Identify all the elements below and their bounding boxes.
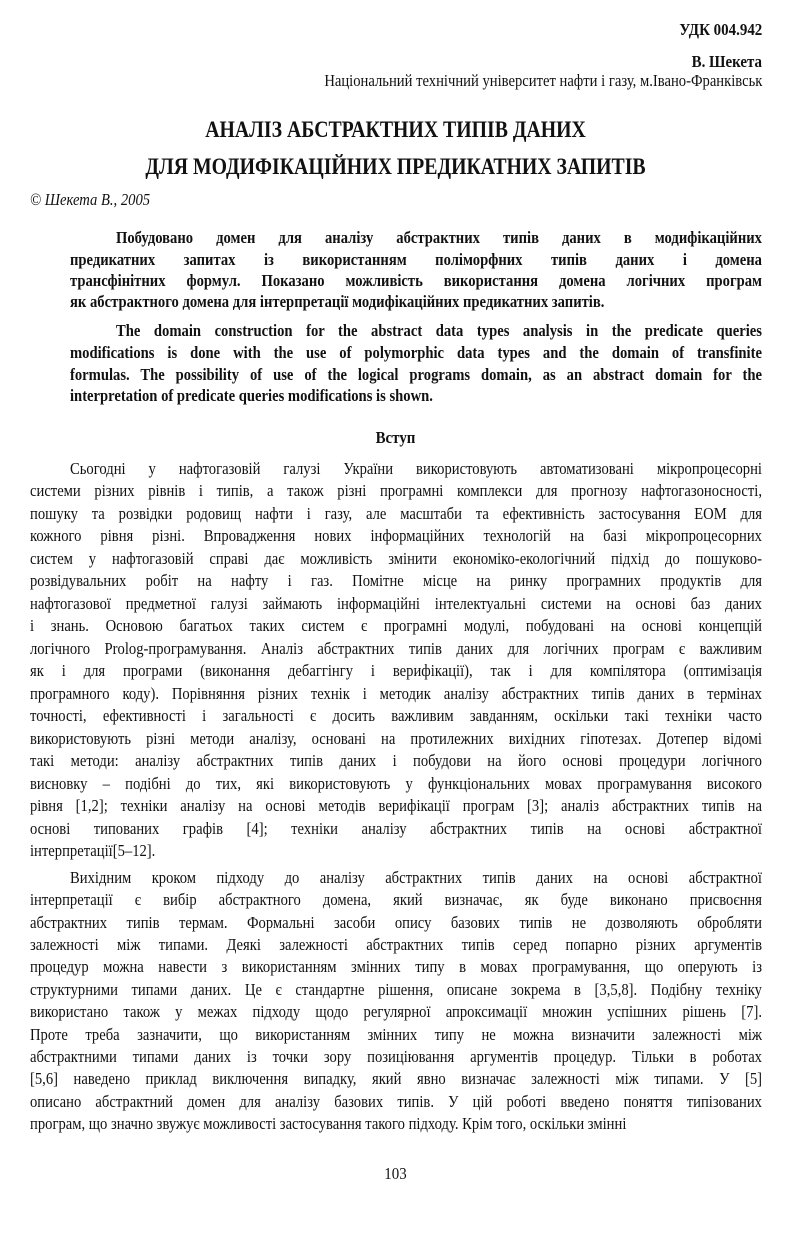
text-line: інтерпретації[5–12].	[30, 841, 156, 861]
text-line: логічного Prolog-програмування. Аналіз абстрактних типів даних для логічних програм є важливим	[30, 638, 762, 658]
text-line: основі типованих графів [4]; техніки аналізу абстрактних типів на основі абстрактної	[30, 818, 762, 838]
section-title: Вступ	[375, 428, 416, 447]
text-line: [5,6] наведено приклад виключення випадку, який явно визначає залежності між типами. У [5]	[30, 1069, 762, 1089]
text-line: програм, що значно звужує можливості застосування такого підходу. Крім того, оскільки змінні	[30, 1114, 627, 1134]
text-line: процедур можна навести з використанням змінних типу в мовах програмування, що оперують із	[30, 957, 762, 977]
text-line: системи різних рівнів і типів, а також різні програмні комплекси для прогнозу нафтогазоносності,	[30, 481, 762, 501]
text-line: пошуку та розвідки родовищ нафти і газу, але масштаби та ефективність застосування ЕОМ для	[30, 503, 762, 523]
author-name: В. Шекета	[691, 52, 762, 71]
text-line: використано також у межах підходу щодо регулярної апроксимації множин успішних рішень [7].	[30, 1002, 762, 1022]
text-line: програмного коду). Порівняння різних технік і методик аналізу абстрактних типів даних в термінах	[30, 683, 762, 703]
text-line: рівня [1,2]; техніки аналізу на основі методів верифікації програм [3]; аналіз абстрактних типів на	[30, 796, 762, 816]
text-line: як абстрактного домена для інтерпретації модифікаційних предикатних запитів.	[70, 292, 605, 312]
text-line: трансфінітних формул. Показано можливість використання домена логічних програм	[70, 270, 762, 290]
text-line: абстрактними типами даних із точки зору позиціювання аргументів процедур. Тільки в роботах	[30, 1047, 762, 1066]
text-line: Проте треба зазначити, що використанням змінних типу не можна визначити залежності між	[30, 1024, 762, 1044]
text-line: і знань. Основою багатьох таких систем є програмні модулі, побудовані на основі концепцій	[30, 616, 762, 636]
text-line: використовують різні методи аналізу, основані на протилежних вихідних гіпотезах. Дотепер відомі	[30, 728, 762, 748]
text-line: кожного рівня різні. Впровадження нових інформаційних технологій на базі мікропроцесорних	[30, 526, 762, 546]
author-affiliation: Національний технічний університет нафти і газу, м.Івано-Франківськ	[323, 71, 762, 90]
page-number: 103	[384, 1164, 407, 1183]
text-line: Вихідним кроком підходу до аналізу абстрактних типів даних на основі абстрактної	[70, 867, 762, 887]
title-line-2: ДЛЯ МОДИФІКАЦІЙНИХ ПРЕДИКАТНИХ ЗАПИТІВ	[145, 154, 646, 179]
text-line: інтерпретації є вибір абстрактного домена, який визначає, як буде виконано присвоєння	[30, 890, 762, 910]
copyright: © Шекета В., 2005	[30, 190, 151, 209]
text-line: розвідувальних робіт на нафту і газ. Помітне місце на ринку програмних продуктів для	[30, 571, 762, 591]
text-line: точності, ефективності і загальності є досить важливим завданням, оскільки такі техніки часто	[30, 706, 762, 726]
text-line: систем у нафтогазовій справі дає можливість змінити економіко-екологічний підхід до пошуково-	[30, 548, 762, 568]
text-line: formulas. The possibility of use of the logical programs domain, as an abstract domain for the	[70, 364, 762, 384]
udc-code: УДК 004.942	[679, 20, 762, 39]
text-line: як і для програми (виконання дебаггінгу і верифікації), так і для компілятора (оптимізація	[30, 661, 762, 681]
text-line: описано абстрактний домен для аналізу базових типів. У цій роботі введено поняття типізованих	[30, 1091, 762, 1111]
text-line: абстрактних типів термам. Формальні засоби опису базових типів не дозволяють обробляти	[30, 912, 762, 932]
text-line: предикатних запитах із використанням поліморфних типів даних і домена	[70, 249, 762, 269]
title-line-1: АНАЛІЗ АБСТРАКТНИХ ТИПІВ ДАНИХ	[205, 117, 586, 142]
text-line: interpretation of predicate queries modifications is shown.	[70, 386, 433, 406]
text-line: The domain construction for the abstract data types analysis in the predicate queries	[116, 321, 762, 341]
text-line: нафтогазової предметної галузі займають інформаційні інтелектуальні системи на основі баз даних	[30, 593, 762, 613]
text-line: структурними типами даних. Це є стандартне рішення, описане зокрема в [3,5,8]. Подібну техніку	[30, 979, 762, 999]
text-line: Побудовано домен для аналізу абстрактних типів даних в модифікаційних	[116, 228, 762, 248]
text-line: Сьогодні у нафтогазовій галузі України використовують автоматизовані мікропроцесорні	[70, 458, 762, 478]
text-line: modifications is done with the use of polymorphic data types and the domain of transfinite	[70, 342, 762, 362]
text-line: залежності між типами. Деякі залежності абстрактних типів серед попарно різних аргументів	[30, 935, 762, 954]
text-line: висновку – подібні до тих, які використовують у функціональних мовах програмування високого	[30, 773, 762, 793]
text-line: такі методи: аналізу абстрактних типів даних і побудови на його основі процедури логічного	[30, 751, 762, 771]
